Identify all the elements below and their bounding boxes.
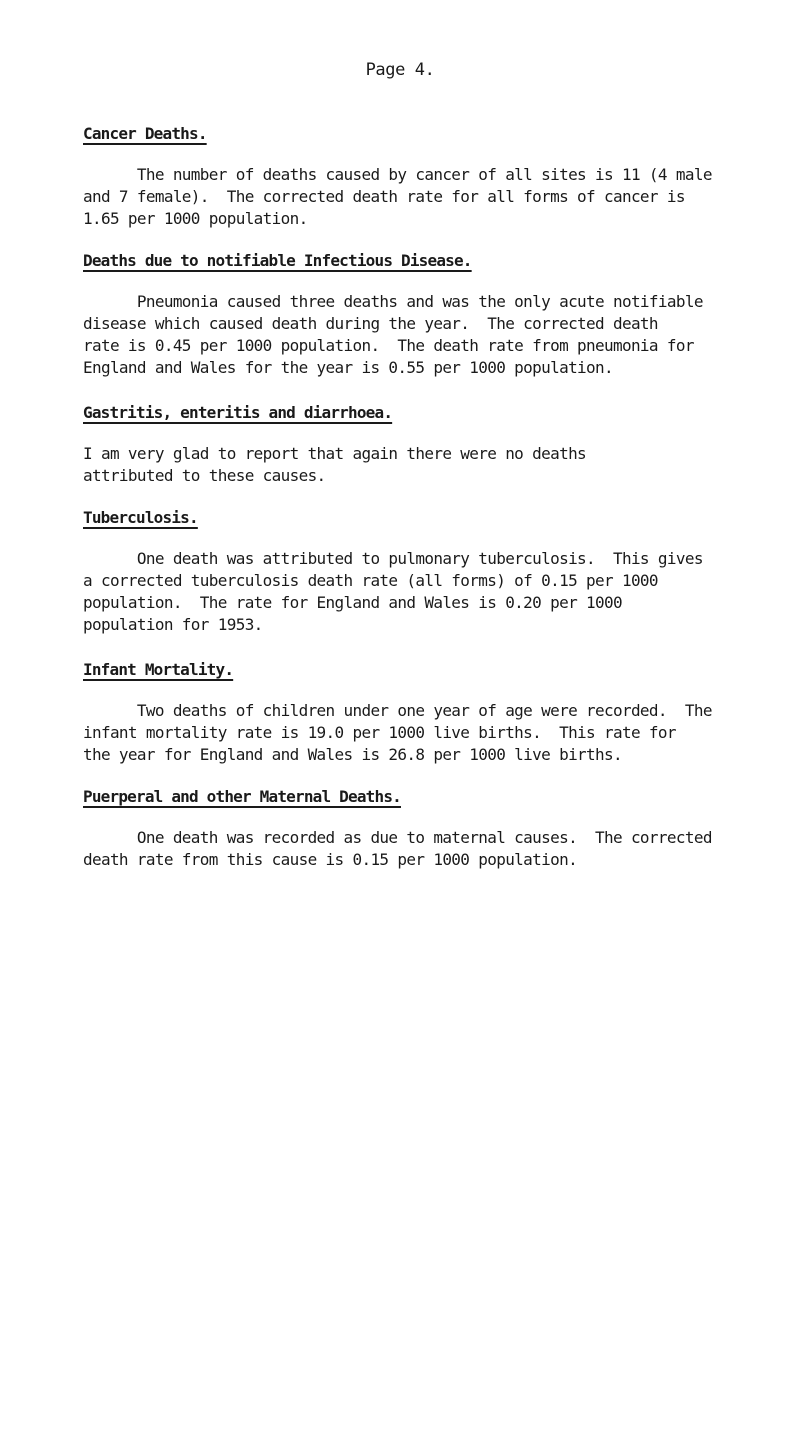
section-notifiable-infectious-disease (83, 251, 783, 379)
section-paragraph: One death was recorded as due to maternal causes. The corrected death rate from this cause is 0.15 per 1000 population. (83, 828, 712, 869)
section-paragraph: I am very glad to report that again there were no deaths attributed to these causes. (83, 444, 587, 485)
section-paragraph: Two deaths of children under one year of age were recorded. The infant mortality rate is 19.0 per 1000 live births. This rate for the year for England and Wales is 26.8 per 1000 live births. (83, 701, 712, 764)
page-number: Page 4. (365, 60, 435, 80)
section-gastritis-enteritis-diarrhoea (83, 403, 783, 487)
section-infant-mortality (83, 660, 783, 766)
section-paragraph: The number of deaths caused by cancer of all sites is 11 (4 male and 7 female). The corrected death rate for all forms of cancer is 1.65 per 1000 population. (83, 165, 712, 228)
section-heading: Cancer Deaths. (83, 124, 207, 143)
section-heading: Tuberculosis. (83, 508, 198, 527)
section-tuberculosis (83, 508, 783, 636)
section-paragraph: One death was attributed to pulmonary tuberculosis. This gives a corrected tuberculosis death rate (all forms) of 0.15 per 1000 population. The rate for England and Wales is 0.20 per 1000 population for 1953. (83, 549, 703, 634)
section-paragraph: Pneumonia caused three deaths and was the only acute notifiable disease which caused death during the year. The corrected death rate is 0.45 per 1000 population. The death rate from pneumonia for England and Wales for the year is 0.55 per 1000 population. (83, 292, 703, 377)
section-heading: Infant Mortality. (83, 660, 234, 679)
section-maternal-deaths (83, 787, 783, 871)
section-heading: Puerperal and other Maternal Deaths. (83, 787, 401, 806)
section-cancer-deaths (83, 124, 783, 230)
section-heading: Gastritis, enteritis and diarrhoea. (83, 403, 393, 422)
section-heading: Deaths due to notifiable Infectious Disease. (83, 251, 472, 270)
